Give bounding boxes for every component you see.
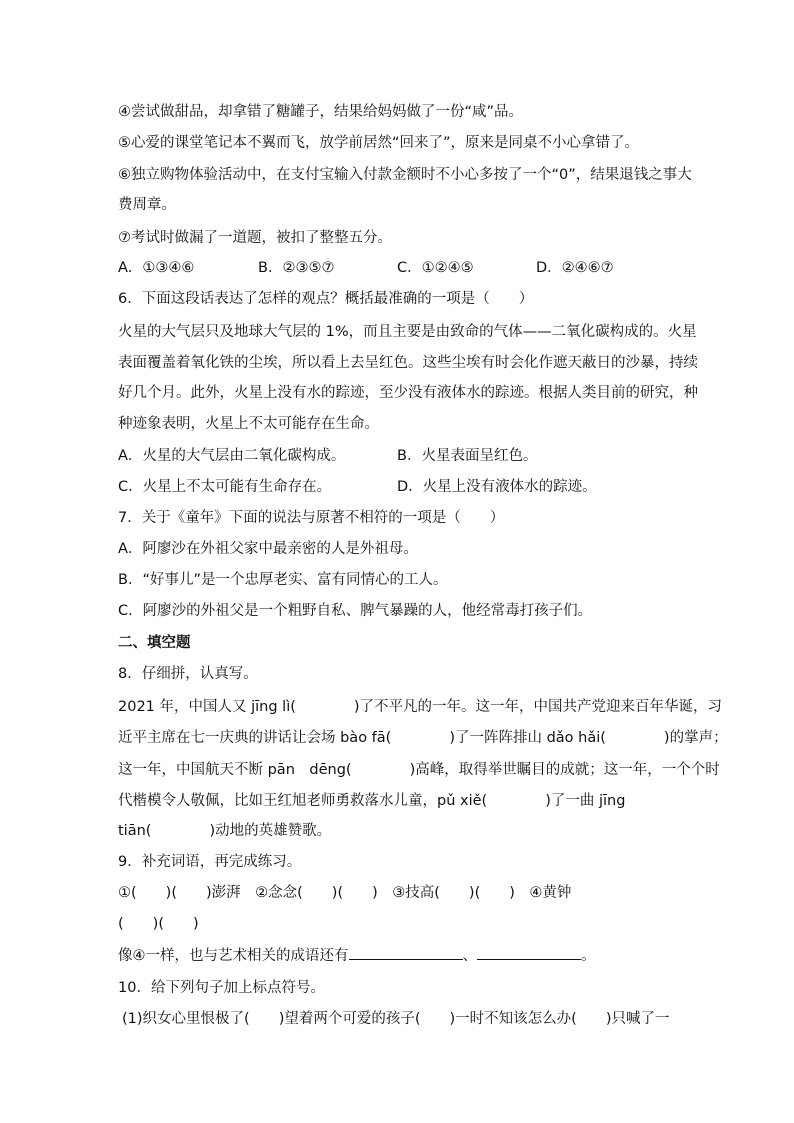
q6-option-a: A．火星的大气层由二氧化碳构成。: [118, 448, 346, 464]
q10-question: 10．给下列句子加上标点符号。: [118, 980, 325, 996]
q9-idioms-line: ①( )( )澎湃 ②念念( )( ) ③技高( )( ) ④黄钟: [118, 885, 572, 901]
q8-line: 近平主席在七一庆典的讲话让会场 bào fā( )了一阵阵排山 dǎo hǎi( )的掌声；: [118, 730, 728, 746]
q5-item-4: ④尝试做甜品，却拿错了糖罐子，结果给妈妈做了一份“咸”品。: [118, 104, 524, 120]
q9-question: 9．补充词语，再完成练习。: [118, 854, 302, 870]
q5-option-a: A．①③④⑥: [118, 260, 195, 276]
q5-option-b: B．②③⑤⑦: [258, 260, 335, 276]
answer-blank[interactable]: [349, 945, 463, 960]
q7-option-c: C．阿廖沙的外祖父是一个粗野自私、脾气暴躁的人，他经常毒打孩子们。: [118, 603, 593, 619]
q6-passage-line: 好几个月。此外，火星上没有水的踪迹，至少没有液体水的踪迹。根据人类目前的研究，种: [118, 385, 698, 401]
q10-sentence-1: (1)织女心里恨极了( )望着两个可爱的孩子( )一时不知该怎么办( )只喊了一: [122, 1011, 670, 1027]
q7-option-a: A．阿廖沙在外祖父家中最亲密的人是外祖母。: [118, 541, 418, 557]
q6-option-c: C．火星上不太可能有生命存在。: [118, 479, 332, 495]
q7-option-b: B．“好事儿”是一个忠厚老实、富有同情心的工人。: [118, 572, 448, 588]
q5-option-c: C．①②④⑤: [397, 260, 474, 276]
q6-option-d: D．火星上没有液体水的踪迹。: [397, 479, 597, 495]
q7-question: 7．关于《童年》下面的说法与原著不相符的一项是（ ）: [118, 510, 505, 526]
q8-line: 这一年，中国航天不断 pān dēng( )高峰，取得举世瞩目的成就；这一年，一个个时: [118, 762, 720, 778]
q9-art-idioms-prompt: 像④一样，也与艺术相关的成语还有: [118, 948, 349, 964]
q5-item-7: ⑦考试时做漏了一道题，被扣了整整五分。: [118, 230, 392, 246]
q5-item-6: ⑥独立购物体验活动中，在支付宝输入付款金额时不小心多按了一个“0”，结果退钱之事大: [118, 167, 692, 183]
q6-option-b: B．火星表面呈红色。: [397, 448, 538, 464]
q9-end: 。: [581, 948, 596, 964]
section-title-fill-blanks: 二、填空题: [118, 635, 191, 651]
q8-line: tiān( )动地的英雄赞歌。: [118, 823, 332, 839]
q5-item-5: ⑤心爱的课堂笔记本不翼而飞，放学前居然“回来了”，原来是同桌不小心拿错了。: [118, 135, 640, 151]
q6-passage-line: 表面覆盖着氧化铁的尘埃，所以看上去呈红色。这些尘埃有时会化作遮天蔽日的沙暴，持续: [118, 355, 698, 371]
q6-passage-line: 火星的大气层只及地球大气层的 1%，而且主要是由致命的气体——二氧化碳构成的。火星: [118, 324, 697, 340]
q5-item-6-cont: 费周章。: [118, 197, 176, 213]
q9-separator: 、: [462, 948, 477, 964]
q8-question: 8．仔细拼，认真写。: [118, 666, 258, 682]
q8-line: 2021 年，中国人又 jīng lì( )了不平凡的一年。这一年，中国共产党迎来百年华诞，习: [118, 699, 723, 715]
q8-line: 代楷模令人敬佩，比如王红旭老师勇救落水儿童，pǔ xiě( )了一曲 jīng: [118, 793, 626, 809]
q9-idioms-line-cont: ( )( ): [118, 916, 199, 932]
answer-blank[interactable]: [477, 945, 581, 960]
q9-art-idioms: [118, 945, 596, 966]
q6-passage-line: 种迹象表明，火星上不太可能存在生命。: [118, 416, 379, 432]
q5-option-d: D．②④⑥⑦: [536, 260, 614, 276]
q6-question: 6．下面这段话表达了怎样的观点？概括最准确的一项是（ ）: [118, 291, 534, 307]
